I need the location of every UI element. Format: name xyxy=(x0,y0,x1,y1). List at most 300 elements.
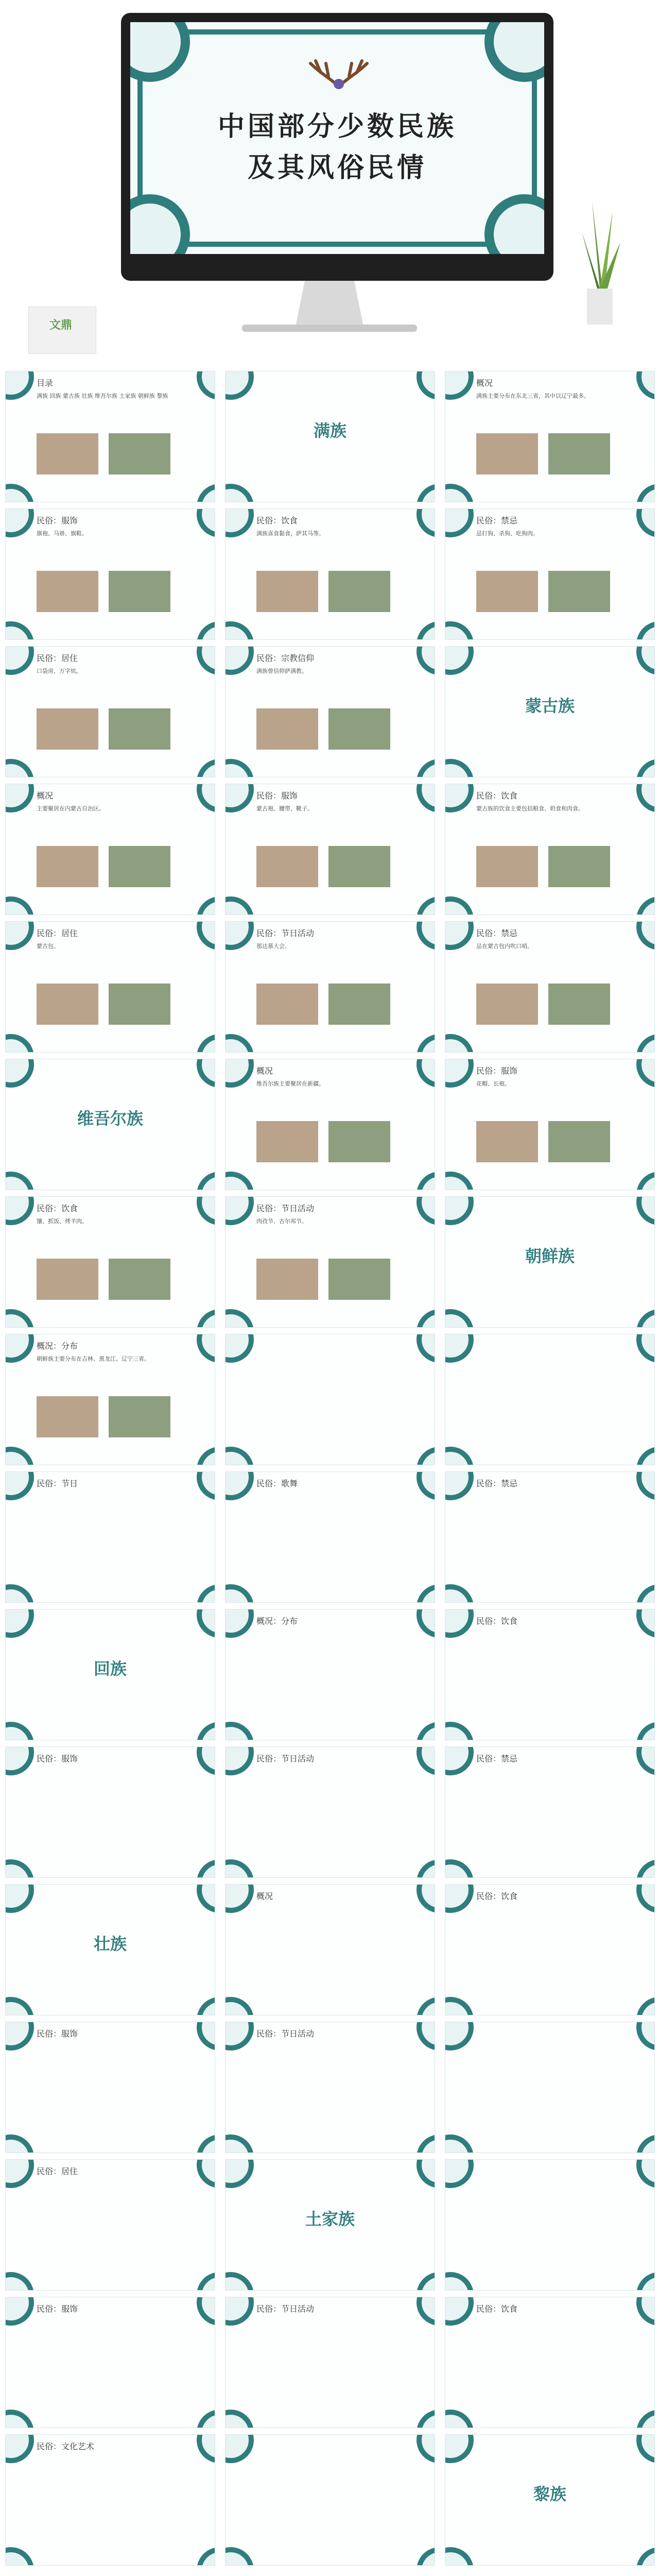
corner-ornament xyxy=(417,2297,435,2326)
slide-big-title: 黎族 xyxy=(533,2484,566,2504)
slide-thumbnail[interactable] xyxy=(445,1471,655,1603)
plant-icon xyxy=(571,170,628,325)
corner-ornament xyxy=(636,1334,655,1363)
corner-ornament xyxy=(5,1196,34,1225)
corner-ornament xyxy=(445,1884,474,1913)
corner-ornament xyxy=(417,784,435,812)
slide-thumbnail[interactable] xyxy=(225,1609,435,1740)
slide-thumbnail[interactable] xyxy=(225,1059,435,1190)
slide-thumbnail[interactable] xyxy=(225,2159,435,2291)
corner-ornament xyxy=(197,1059,215,1088)
corner-ornament xyxy=(636,1172,655,1190)
slide-big-title: 土家族 xyxy=(305,2209,355,2229)
slide-thumbnail[interactable] xyxy=(445,784,655,915)
corner-ornament xyxy=(417,621,435,640)
slide-photo xyxy=(109,1259,170,1300)
corner-ornament xyxy=(636,1447,655,1465)
corner-ornament xyxy=(445,509,474,537)
corner-ornament xyxy=(417,2159,435,2188)
corner-ornament xyxy=(417,1997,435,2015)
corner-ornament xyxy=(225,1034,254,1053)
slide-big-title: 满族 xyxy=(313,421,346,440)
hero-title-line1: 中国部分少数民族 xyxy=(217,111,457,142)
corner-ornament xyxy=(636,1309,655,1328)
slide-thumbnail[interactable] xyxy=(5,1059,215,1190)
slide-heading: 民俗：服饰 xyxy=(37,1754,78,1764)
corner-ornament xyxy=(417,2434,435,2463)
corner-ornament xyxy=(197,921,215,950)
corner-ornament xyxy=(417,1471,435,1500)
corner-ornament xyxy=(445,1309,474,1328)
corner-ornament xyxy=(636,2434,655,2463)
corner-ornament xyxy=(5,1034,34,1053)
slide-photo xyxy=(256,571,318,612)
corner-ornament xyxy=(5,1447,34,1465)
slide-thumbnail[interactable] xyxy=(5,784,215,915)
slide-thumbnail[interactable] xyxy=(445,2022,655,2153)
slide-heading: 概况：分布 xyxy=(37,1341,78,1351)
corner-ornament xyxy=(445,484,474,502)
corner-ornament xyxy=(225,1859,254,1878)
corner-ornament xyxy=(445,921,474,950)
corner-ornament xyxy=(225,1722,254,1740)
slide-body: 口袋房、万字炕。 xyxy=(37,668,82,674)
slide-body: 那达慕大会。 xyxy=(256,943,290,950)
corner-ornament xyxy=(417,759,435,777)
slide-big-title: 壮族 xyxy=(93,1934,127,1954)
slide-thumbnail[interactable] xyxy=(445,921,655,1053)
slide-photo xyxy=(37,1396,98,1437)
corner-ornament xyxy=(197,2410,215,2428)
slide-photo xyxy=(548,571,610,612)
corner-ornament xyxy=(5,784,34,812)
corner-ornament xyxy=(225,1172,254,1190)
slide-photo xyxy=(476,984,538,1025)
corner-ornament xyxy=(445,371,474,400)
corner-ornament xyxy=(197,509,215,537)
slide-thumbnail[interactable] xyxy=(445,1059,655,1190)
corner-ornament xyxy=(445,1471,474,1500)
slide-photo xyxy=(548,846,610,887)
slide-thumbnail[interactable] xyxy=(445,646,655,777)
slide-thumbnail[interactable] xyxy=(5,371,215,502)
logo xyxy=(28,307,96,354)
corner-ornament xyxy=(417,1747,435,1775)
slide-photo xyxy=(37,708,98,750)
slide-photo xyxy=(256,1259,318,1300)
slide-thumbnail[interactable] xyxy=(5,2434,215,2566)
slide-thumbnail[interactable] xyxy=(225,509,435,640)
slide-thumbnail[interactable] xyxy=(445,509,655,640)
monitor-base xyxy=(242,325,417,332)
corner-ornament xyxy=(636,2022,655,2050)
slide-heading: 民俗：居住 xyxy=(37,653,78,663)
hero-section xyxy=(0,0,659,361)
slide-heading: 民俗：禁忌 xyxy=(476,1479,518,1488)
slide-photo xyxy=(37,571,98,612)
slide-photo xyxy=(109,433,170,474)
corner-ornament xyxy=(636,2159,655,2188)
slide-thumbnail[interactable] xyxy=(225,1471,435,1603)
slide-photo xyxy=(256,708,318,750)
corner-ornament xyxy=(197,1584,215,1603)
slide-photo xyxy=(256,984,318,1025)
slide-body: 旗袍、马褂、旗鞋。 xyxy=(37,530,88,537)
corner-ornament xyxy=(417,1034,435,1053)
corner-ornament xyxy=(5,2272,34,2291)
corner-ornament xyxy=(417,2022,435,2050)
slide-body: 满族主要分布在东北三省，其中以辽宁最多。 xyxy=(476,393,589,399)
corner-ornament xyxy=(445,1584,474,1603)
slide-heading: 民俗：文化艺术 xyxy=(37,2442,95,2451)
slide-photo xyxy=(109,1396,170,1437)
corner-ornament xyxy=(445,2410,474,2428)
corner-ornament xyxy=(197,2272,215,2291)
slide-thumbnail[interactable] xyxy=(225,371,435,502)
corner-ornament xyxy=(5,1722,34,1740)
corner-ornament xyxy=(5,1334,34,1363)
slide-thumbnail[interactable] xyxy=(5,509,215,640)
corner-ornament xyxy=(225,2434,254,2463)
corner-ornament xyxy=(5,2134,34,2153)
slide-photo xyxy=(256,846,318,887)
corner-ornament xyxy=(5,2159,34,2188)
corner-ornament xyxy=(5,896,34,915)
corner-ornament xyxy=(5,646,34,675)
slide-photo xyxy=(328,708,390,750)
slide-thumbnail[interactable] xyxy=(445,1196,655,1328)
slide-body: 肉孜节、古尔邦节。 xyxy=(256,1218,307,1225)
corner-ornament xyxy=(636,2134,655,2153)
slide-photo xyxy=(109,571,170,612)
slide-heading: 民俗：服饰 xyxy=(37,2029,78,2039)
corner-ornament xyxy=(225,1997,254,2015)
corner-ornament xyxy=(636,1609,655,1638)
slide-heading: 概况 xyxy=(37,791,54,801)
corner-ornament xyxy=(197,621,215,640)
corner-ornament xyxy=(636,1034,655,1053)
slide-heading: 民俗：宗教信仰 xyxy=(256,653,315,663)
corner-ornament xyxy=(225,1196,254,1225)
corner-ornament xyxy=(636,1196,655,1225)
corner-ornament xyxy=(445,2272,474,2291)
slide-body: 主要聚居在内蒙古自治区。 xyxy=(37,805,105,812)
corner-ornament xyxy=(445,1034,474,1053)
corner-ornament xyxy=(197,646,215,675)
corner-ornament xyxy=(5,1172,34,1190)
slide-heading: 概况 xyxy=(256,1066,273,1076)
corner-ornament xyxy=(5,2410,34,2428)
slide-photo xyxy=(548,433,610,474)
corner-ornament xyxy=(5,921,34,950)
corner-ornament xyxy=(636,896,655,915)
corner-ornament xyxy=(197,784,215,812)
slide-heading: 民俗：歌舞 xyxy=(256,1479,298,1488)
corner-ornament xyxy=(636,759,655,777)
corner-ornament xyxy=(417,646,435,675)
corner-ornament xyxy=(5,1747,34,1775)
slide-photo xyxy=(256,1121,318,1162)
corner-ornament xyxy=(417,896,435,915)
slide-heading: 民俗：服饰 xyxy=(37,516,78,526)
slide-photo xyxy=(328,571,390,612)
corner-ornament xyxy=(445,2297,474,2326)
slide-thumbnail[interactable] xyxy=(5,2297,215,2428)
slide-thumbnail[interactable] xyxy=(225,1884,435,2015)
corner-ornament xyxy=(636,2272,655,2291)
corner-ornament xyxy=(636,1859,655,1878)
slide-thumbnail[interactable] xyxy=(225,646,435,777)
corner-ornament xyxy=(636,621,655,640)
slide-thumbnail[interactable] xyxy=(445,1334,655,1465)
slide-thumbnail[interactable] xyxy=(225,2297,435,2428)
corner-ornament xyxy=(417,1172,435,1190)
corner-ornament xyxy=(636,784,655,812)
slide-thumbnail[interactable] xyxy=(225,2022,435,2153)
corner-ornament xyxy=(5,621,34,640)
corner-ornament xyxy=(636,1997,655,2015)
corner-ornament xyxy=(225,509,254,537)
corner-ornament xyxy=(197,1447,215,1465)
slide-heading: 民俗：饮食 xyxy=(476,2304,518,2314)
corner-ornament xyxy=(636,2297,655,2326)
corner-ornament xyxy=(197,1034,215,1053)
corner-ornament xyxy=(197,1997,215,2015)
corner-ornament xyxy=(5,371,34,400)
slide-photo xyxy=(328,1259,390,1300)
corner-ornament xyxy=(225,1447,254,1465)
corner-ornament xyxy=(225,1884,254,1913)
slide-thumbnail[interactable] xyxy=(445,2297,655,2428)
slide-heading: 民俗：服饰 xyxy=(476,1066,518,1076)
corner-ornament xyxy=(5,1859,34,1878)
slide-heading: 民俗：禁忌 xyxy=(476,928,518,938)
slide-heading: 民俗：居住 xyxy=(37,2166,78,2176)
slide-thumbnail[interactable] xyxy=(225,1747,435,1878)
corner-ornament xyxy=(636,921,655,950)
slide-photo xyxy=(109,984,170,1025)
corner-ornament xyxy=(5,1884,34,1913)
slide-body: 朝鲜族主要分布在吉林、黑龙江、辽宁三省。 xyxy=(37,1355,150,1362)
corner-ornament xyxy=(417,1196,435,1225)
corner-ornament xyxy=(225,784,254,812)
slide-heading: 概况 xyxy=(256,1891,273,1901)
corner-ornament xyxy=(636,1722,655,1740)
slide-heading: 民俗：服饰 xyxy=(256,791,298,801)
corner-ornament xyxy=(5,509,34,537)
slide-heading: 概况 xyxy=(476,378,493,388)
corner-ornament xyxy=(5,1584,34,1603)
slide-body: 满族 回族 蒙古族 壮族 维吾尔族 土家族 朝鲜族 黎族 xyxy=(37,393,168,399)
corner-ornament xyxy=(417,509,435,537)
slide-body: 蒙古袍、腰带、靴子。 xyxy=(256,805,313,812)
slide-heading: 民俗：禁忌 xyxy=(476,1754,518,1764)
corner-ornament xyxy=(197,1334,215,1363)
corner-ornament xyxy=(417,1722,435,1740)
corner-ornament xyxy=(5,2022,34,2050)
slide-thumbnail[interactable] xyxy=(5,1471,215,1603)
corner-ornament xyxy=(445,1059,474,1088)
slide-thumbnail[interactable] xyxy=(225,1196,435,1328)
corner-ornament xyxy=(445,1997,474,2015)
corner-ornament xyxy=(197,1172,215,1190)
slide-thumbnail[interactable] xyxy=(225,784,435,915)
slide-heading: 民俗：居住 xyxy=(37,928,78,938)
corner-ornament xyxy=(445,1747,474,1775)
corner-ornament xyxy=(417,1447,435,1465)
corner-ornament xyxy=(225,2272,254,2291)
corner-ornament xyxy=(417,1334,435,1363)
corner-ornament xyxy=(225,2547,254,2566)
slide-thumbnail[interactable] xyxy=(5,1884,215,2015)
slide-heading: 民俗：节日活动 xyxy=(256,928,315,938)
corner-ornament xyxy=(445,2134,474,2153)
corner-ornament xyxy=(225,1471,254,1500)
slide-heading: 民俗：饮食 xyxy=(37,1204,78,1213)
slide-thumbnail[interactable] xyxy=(5,1334,215,1465)
corner-ornament xyxy=(636,509,655,537)
slide-photo xyxy=(109,708,170,750)
corner-ornament xyxy=(445,621,474,640)
slide-thumbnail[interactable] xyxy=(225,1334,435,1465)
slide-heading: 民俗：节日活动 xyxy=(256,2304,315,2314)
corner-ornament xyxy=(225,896,254,915)
corner-ornament xyxy=(417,1059,435,1088)
corner-ornament xyxy=(197,2134,215,2153)
corner-ornament xyxy=(225,1609,254,1638)
slide-photo xyxy=(548,1121,610,1162)
corner-ornament xyxy=(417,921,435,950)
slide-photo xyxy=(37,846,98,887)
corner-ornament xyxy=(197,2022,215,2050)
logo-text: 文鼎 xyxy=(49,319,73,332)
corner-ornament xyxy=(417,1309,435,1328)
slide-photo xyxy=(328,846,390,887)
slide-body: 满族曾信仰萨满教。 xyxy=(256,668,307,674)
slide-thumbnail[interactable] xyxy=(445,1884,655,2015)
corner-ornament xyxy=(5,1059,34,1088)
corner-ornament xyxy=(225,484,254,502)
corner-ornament xyxy=(5,1997,34,2015)
corner-ornament xyxy=(225,1059,254,1088)
slide-body: 维吾尔族主要聚居在新疆。 xyxy=(256,1080,324,1087)
slide-heading: 民俗：节日活动 xyxy=(256,2029,315,2039)
corner-ornament xyxy=(636,1471,655,1500)
slide-thumbnail[interactable] xyxy=(5,921,215,1053)
corner-ornament xyxy=(417,1609,435,1638)
slide-photo xyxy=(37,1259,98,1300)
corner-ornament xyxy=(225,2022,254,2050)
corner-ornament xyxy=(225,2159,254,2188)
corner-ornament xyxy=(636,2410,655,2428)
corner-ornament xyxy=(445,759,474,777)
corner-ornament xyxy=(225,371,254,400)
slide-thumbnail[interactable] xyxy=(225,2434,435,2566)
corner-ornament xyxy=(225,921,254,950)
slide-heading: 目录 xyxy=(37,378,54,388)
slide-thumbnail[interactable] xyxy=(5,2022,215,2153)
slide-thumbnail[interactable] xyxy=(5,1196,215,1328)
slide-photo xyxy=(476,571,538,612)
slide-photo xyxy=(37,984,98,1025)
corner-ornament xyxy=(197,484,215,502)
corner-ornament xyxy=(636,646,655,675)
corner-ornament xyxy=(417,371,435,400)
corner-ornament xyxy=(197,1747,215,1775)
slide-heading: 民俗：服饰 xyxy=(37,2304,78,2314)
corner-ornament xyxy=(417,484,435,502)
slide-photo xyxy=(476,846,538,887)
corner-ornament xyxy=(5,484,34,502)
monitor-screen xyxy=(130,22,544,254)
corner-ornament xyxy=(197,1884,215,1913)
slide-photo xyxy=(37,433,98,474)
slide-heading: 民俗：饮食 xyxy=(476,1616,518,1626)
slide-thumbnail[interactable] xyxy=(445,2434,655,2566)
corner-ornament xyxy=(197,1609,215,1638)
slide-thumbnail[interactable] xyxy=(445,371,655,502)
corner-ornament xyxy=(197,1196,215,1225)
corner-ornament xyxy=(225,1334,254,1363)
corner-ornament xyxy=(197,896,215,915)
slide-thumbnail[interactable] xyxy=(445,1609,655,1740)
monitor xyxy=(121,13,553,281)
slide-photo xyxy=(328,1121,390,1162)
corner-ornament xyxy=(445,2022,474,2050)
corner-ornament xyxy=(445,1609,474,1638)
corner-ornament xyxy=(225,646,254,675)
slide-photo xyxy=(476,433,538,474)
slide-heading: 民俗：节日活动 xyxy=(256,1204,315,1213)
slide-big-title: 回族 xyxy=(93,1659,127,1679)
corner-ornament xyxy=(197,1722,215,1740)
corner-ornament xyxy=(197,2159,215,2188)
slide-photo xyxy=(109,846,170,887)
slide-thumbnail[interactable] xyxy=(5,1609,215,1740)
slide-body: 馕、抓饭、烤羊肉。 xyxy=(37,1218,88,1225)
corner-ornament xyxy=(5,759,34,777)
slide-photo xyxy=(328,984,390,1025)
slide-thumbnail[interactable] xyxy=(225,921,435,1053)
antler-icon xyxy=(300,58,377,89)
corner-ornament xyxy=(636,1884,655,1913)
slide-thumbnail[interactable] xyxy=(445,1747,655,1878)
slide-thumbnail[interactable] xyxy=(5,1747,215,1878)
corner-ornament xyxy=(197,2434,215,2463)
corner-ornament xyxy=(197,1309,215,1328)
corner-ornament xyxy=(5,1609,34,1638)
corner-ornament xyxy=(197,2297,215,2326)
slide-photo xyxy=(476,1121,538,1162)
corner-ornament xyxy=(445,2547,474,2566)
slide-thumbnail[interactable] xyxy=(5,2159,215,2291)
slide-heading: 民俗：饮食 xyxy=(476,791,518,801)
corner-ornament xyxy=(636,1747,655,1775)
slide-thumbnail[interactable] xyxy=(5,646,215,777)
corner-ornament xyxy=(636,1059,655,1088)
corner-ornament xyxy=(417,1584,435,1603)
corner-ornament xyxy=(636,2547,655,2566)
monitor-stand xyxy=(268,281,391,330)
slide-heading: 民俗：饮食 xyxy=(256,516,298,526)
corner-ornament xyxy=(197,759,215,777)
slide-heading: 概况：分布 xyxy=(256,1616,298,1626)
corner-ornament xyxy=(225,2410,254,2428)
slide-thumbnail[interactable] xyxy=(445,2159,655,2291)
slide-body: 蒙古包。 xyxy=(37,943,59,950)
slide-heading: 民俗：节日 xyxy=(37,1479,78,1488)
hero-title-line2: 及其风俗民情 xyxy=(247,152,427,183)
